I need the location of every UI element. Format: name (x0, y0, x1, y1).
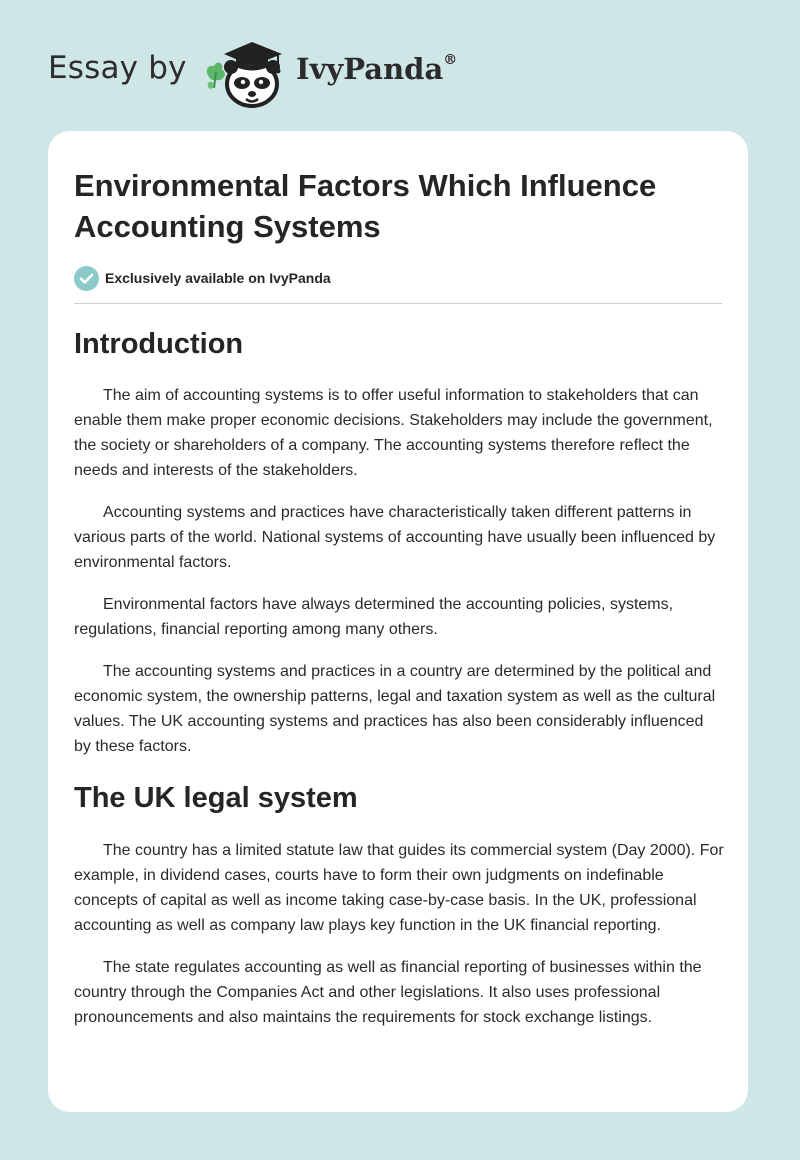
exclusive-badge-text: Exclusively available on IvyPanda (105, 270, 331, 286)
paragraph: The accounting systems and practices in a country are determined by the political and economic system, the ownership patterns, legal and taxation system as well as the cultural values. The UK accounting systems and practices has also been considerably influenced by these factors. (74, 663, 716, 755)
paragraph: Accounting systems and practices have characteristically taken different patterns in various parts of the world. National systems of accounting have usually been influenced by environmental factors. (74, 504, 716, 571)
panda-logo-icon (202, 36, 294, 110)
brand-name (296, 52, 457, 86)
essay-body (74, 322, 724, 1030)
paragraph: Environmental factors have always determined the accounting policies, systems, regulations, financial reporting among many others. (74, 596, 674, 638)
paragraph: The aim of accounting systems is to offer useful information to stakeholders that can enable them make proper economic decisions. Stakeholders may include the government, the society or shareholders of a company. The accounting systems therefore reflect the needs and interests of the stakeholders. (74, 387, 713, 479)
section-heading-introduction: Introduction (74, 328, 244, 360)
essay-by-label: Essay by (48, 50, 187, 86)
paragraph: The country has a limited statute law that guides its commercial system (Day 2000). For example, in dividend cases, courts have to form their own judgments on indefinable concepts of capital as well as income taking case-by-case basis. In the UK, professional accounting as well as company law plays key function in the UK financial reporting. (74, 842, 724, 934)
exclusive-badge (74, 265, 331, 291)
section-heading-uk-legal-system: The UK legal system (74, 782, 358, 814)
title-divider (74, 303, 722, 304)
site-header (0, 0, 800, 130)
essay-card (48, 131, 748, 1112)
brand-name-text: IvyPanda (296, 52, 444, 86)
essay-title: Environmental Factors Which Influence Accounting Systems (74, 168, 657, 244)
registered-mark: ® (443, 52, 458, 69)
paragraph: The state regulates accounting as well as financial reporting of businesses within the country through the Companies Act and other legislations. It also uses professional pronouncements and also maintains the requirements for stock exchange listings. (74, 959, 702, 1026)
check-circle-icon (74, 266, 99, 291)
